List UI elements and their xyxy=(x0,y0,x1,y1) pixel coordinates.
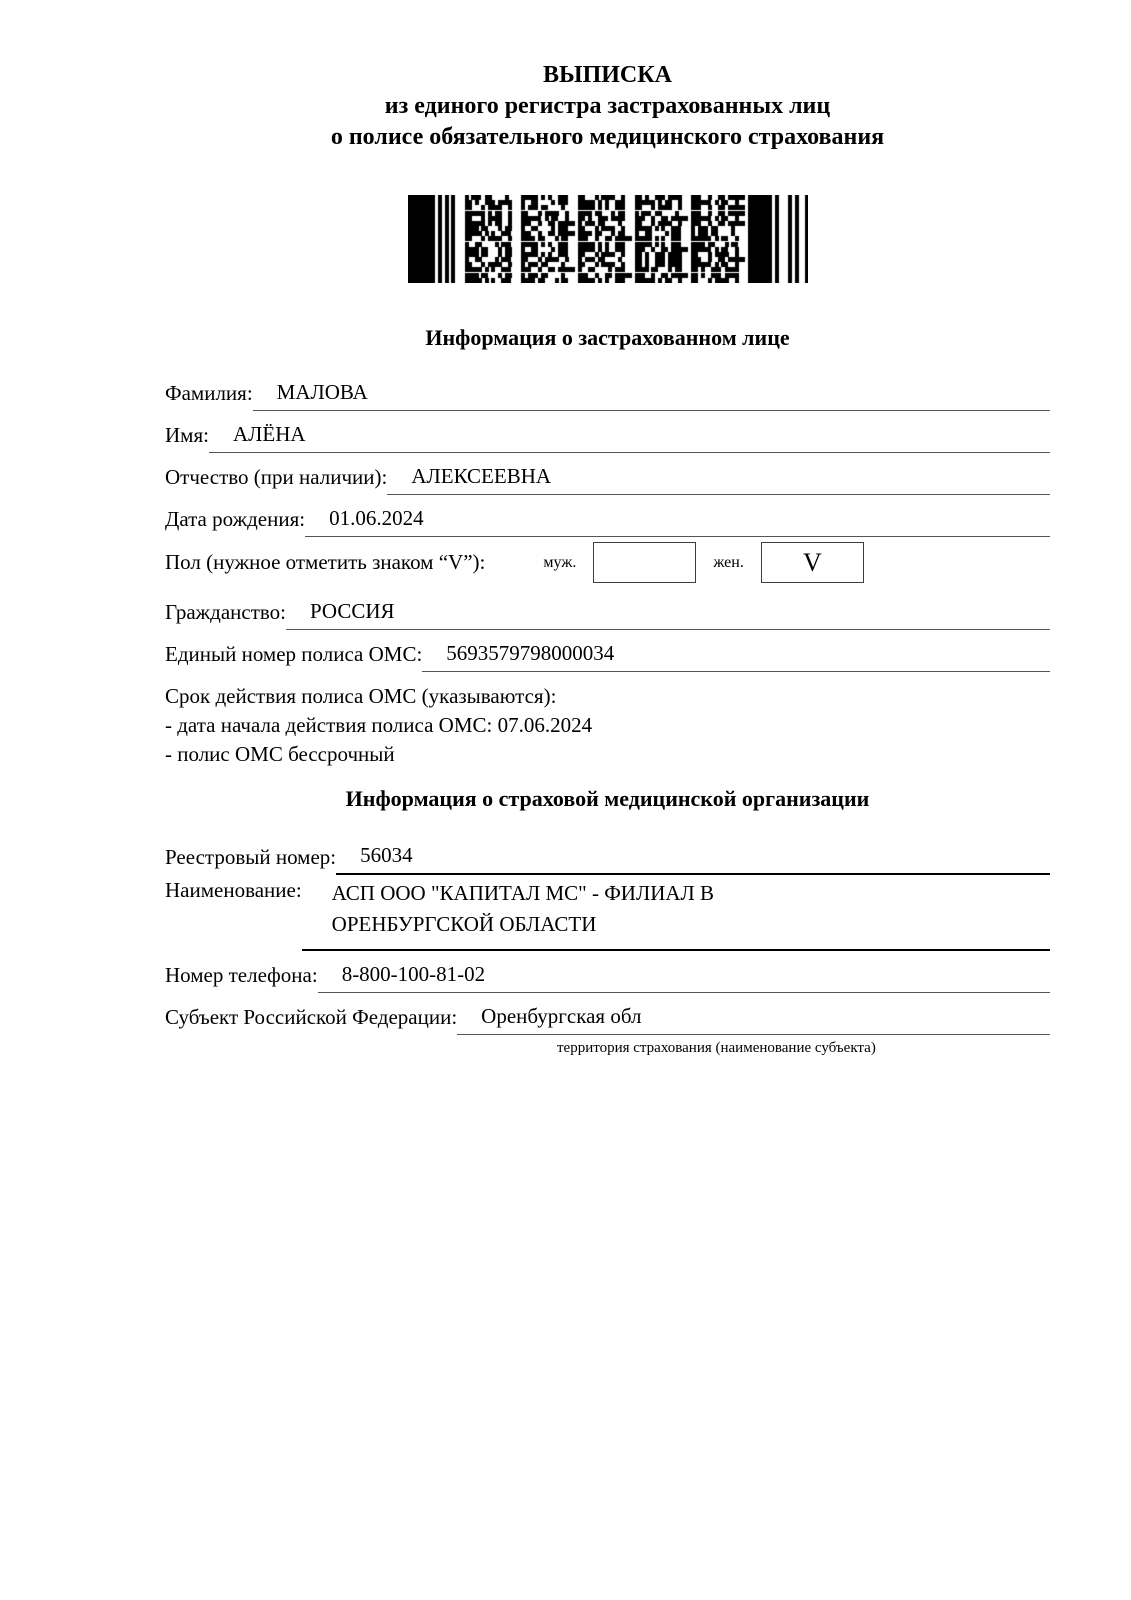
insured-fields xyxy=(165,369,1050,769)
field-region xyxy=(165,993,1050,1035)
field-region-value: Оренбургская обл xyxy=(457,1004,1050,1035)
field-region-label: Субъект Российской Федерации: xyxy=(165,1005,458,1029)
field-policy-number-label: Единый номер полиса ОМС: xyxy=(165,642,423,666)
field-sex-label: Пол (нужное отметить знаком “V”): xyxy=(165,550,486,574)
sex-checkbox-male xyxy=(593,542,696,583)
field-phone-value: 8-800-100-81-02 xyxy=(318,962,1050,993)
field-registry-number-label: Реестровый номер: xyxy=(165,845,337,869)
sex-female-label: жен. xyxy=(713,553,744,571)
field-org-name xyxy=(165,875,1050,951)
field-firstname-label: Имя: xyxy=(165,423,209,447)
barcode-container xyxy=(165,195,1050,288)
document-title xyxy=(165,60,1050,153)
sex-checkbox-female: V xyxy=(761,542,864,583)
field-org-name-cell xyxy=(302,875,1050,951)
field-policy-number xyxy=(165,630,1050,672)
field-birthdate xyxy=(165,495,1050,537)
field-lastname-value: МАЛОВА xyxy=(253,380,1050,411)
title-line-2: из единого регистра застрахованных лиц xyxy=(384,93,831,119)
validity-termless: - полис ОМС бессрочный xyxy=(165,742,395,766)
field-firstname-value: АЛЁНА xyxy=(209,422,1050,453)
field-phone xyxy=(165,951,1050,993)
pdf417-barcode-icon xyxy=(408,195,808,283)
field-lastname xyxy=(165,369,1050,411)
field-citizenship-label: Гражданство: xyxy=(165,600,286,624)
field-patronymic xyxy=(165,453,1050,495)
field-lastname-label: Фамилия: xyxy=(165,381,253,405)
section-header-insured: Информация о застрахованном лице xyxy=(425,325,790,350)
title-line-3: о полисе обязательного медицинского страхования xyxy=(330,124,885,150)
field-sex xyxy=(165,537,1050,588)
field-patronymic-value: АЛЕКСЕЕВНА xyxy=(387,464,1050,495)
field-phone-label: Номер телефона: xyxy=(165,963,318,987)
validity-start-date: - дата начала действия полиса ОМС: 07.06.2024 xyxy=(165,713,593,737)
title-line-1: ВЫПИСКА xyxy=(543,62,672,88)
insurer-fields xyxy=(165,833,1050,1058)
policy-validity-block xyxy=(165,682,1050,769)
field-region-caption: территория страхования (наименование субъекта) xyxy=(557,1040,876,1056)
field-patronymic-label: Отчество (при наличии): xyxy=(165,465,388,489)
field-citizenship xyxy=(165,588,1050,630)
field-citizenship-value: РОССИЯ xyxy=(286,599,1050,630)
field-org-name-value: АСП ООО "КАПИТАЛ МС" - ФИЛИАЛ В ОРЕНБУРГСКОЙ ОБЛАСТИ xyxy=(331,881,715,936)
field-birthdate-value: 01.06.2024 xyxy=(305,506,1050,537)
field-firstname xyxy=(165,411,1050,453)
section-header-insurer: Информация о страховой медицинской организации xyxy=(345,786,870,811)
field-birthdate-label: Дата рождения: xyxy=(165,507,306,531)
field-registry-number-value: 56034 xyxy=(336,843,1050,875)
field-org-name-label: Наименование: xyxy=(165,878,302,902)
field-policy-number-value: 5693579798000034 xyxy=(422,641,1050,672)
validity-header: Срок действия полиса ОМС (указываются): xyxy=(165,684,557,708)
sex-male-label: муж. xyxy=(543,553,577,571)
field-registry-number xyxy=(165,833,1050,875)
